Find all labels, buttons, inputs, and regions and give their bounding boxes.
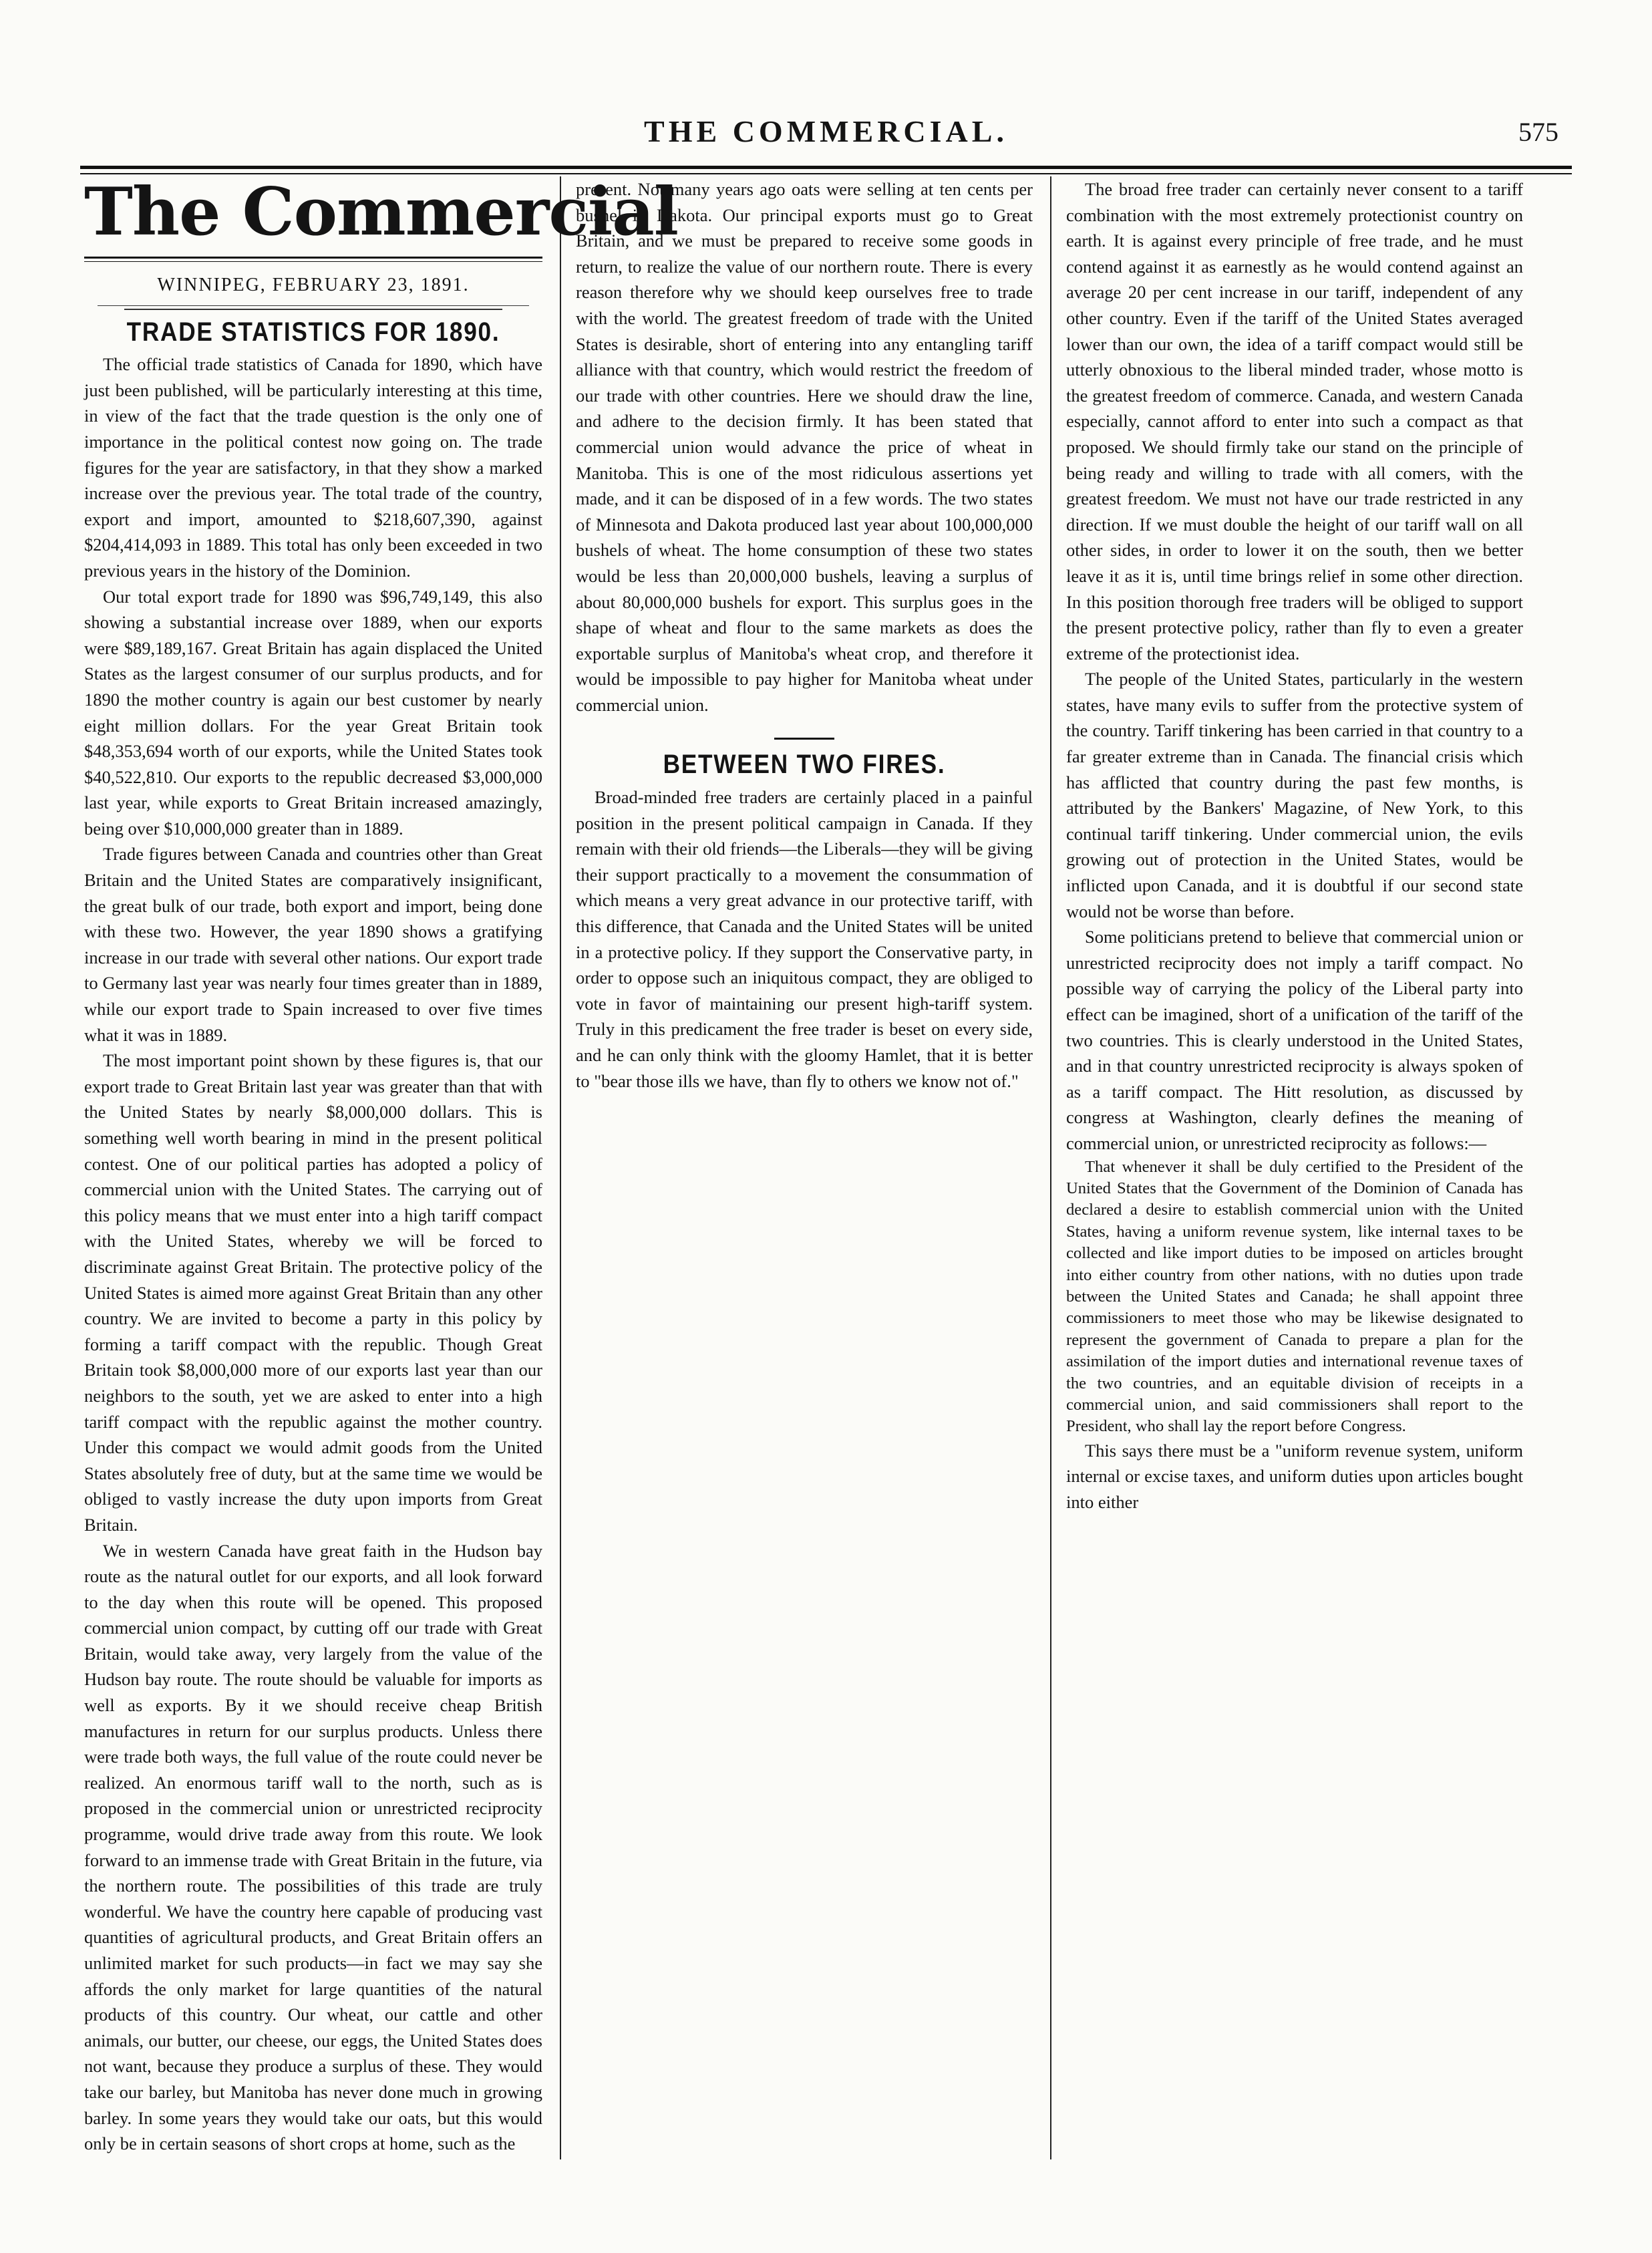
article-paragraph: The broad free trader can certainly never consent to a tariff combination with the most extremely protectionist country on earth. It is against every principle of free trade, and he must contend against it as earnestly as he would contend against an average 20 per cent increase in our tariff, independent of any other country. Even if the tariff of the United States averaged lower than our own, the idea of a tariff compact would still be utterly obnoxious to the liberal minded trader, whose motto is the greatest freedom of commerce. Canada, and western Canada especially, cannot afford to enter into such a compact as that proposed. We should firmly take our stand on the principle of being ready and willing to trade with all comers, with the greatest freedom. We must not have our trade restricted in any direction. If we must double the height of our tariff wall on all other sides, in order to lower it on the south, then we better leave it as it is, until time brings relief in some other direction. In this position thorough free traders will be obliged to support the present protective policy, rather than fly to even a greater extreme of the protectionist idea. bbox=[1066, 179, 1523, 663]
article-paragraph: This says there must be a "uniform revenue system, uniform internal or excise taxes, and uniform duties upon articles bought into either bbox=[1066, 1440, 1523, 1513]
column-2 bbox=[576, 176, 1033, 2159]
article-heading: TRADE STATISTICS FOR 1890. bbox=[126, 317, 500, 347]
article-paragraph-continued: present. Not many years ago oats were selling at ten cents per bushel in Dakota. Our principal exports must go to Great Britain, and we must be prepared to receive some goods in return, to realize the value of our northern route. There is every reason therefore why we should keep ourselves free to trade with the world. The greatest freedom of trade with the United States is desirable, short of entering into any entangling tariff alliance with that country, which would restrict the freedom of our trade with other countries. Here we should draw the line, and adhere to the decision firmly. It has been stated that commercial union would advance the price of wheat in Manitoba. This is one of the most ridiculous assertions yet made, and it can be disposed of in a few words. The two states of Minnesota and Dakota produced last year about 100,000,000 bushels of wheat. The home consumption of these two states would be less than 20,000,000 bushels, leaving a surplus of about 80,000,000 bushels for export. This surplus goes in the shape of wheat and flour to the same markets as does the exportable surplus of Manitoba's wheat crop, and therefore it would be impossible to pay higher for Manitoba wheat under commercial union. bbox=[576, 179, 1033, 715]
column-1 bbox=[84, 174, 679, 2159]
quoted-resolution: That whenever it shall be duly certified to the President of the United States that the Government of the Dominion of Canada has declared a desire to establish commercial union with the United States, having a uniform revenue system, like internal taxes to be collected and like import duties to be imposed on articles brought into either country from other nations, with no duties upon trade between the United States and Canada; he shall appoint three commissioners to meet those who may be likewise designated to represent the government of Canada to prepare a plan for the assimilation of the import duties and international revenue taxes of the two countries, and an equitable division of receipts in a commercial union, and said commissioners shall report to the President, who shall lay the report before Congress. bbox=[1066, 1157, 1523, 1436]
section-rule bbox=[774, 738, 834, 740]
masthead-title: THE COMMERCIAL. bbox=[644, 114, 1008, 148]
running-head bbox=[80, 114, 1572, 156]
dateline: WINNIPEG, FEBRUARY 23, 1891. bbox=[157, 275, 470, 295]
article-paragraph: Broad-minded free traders are certainly placed in a painful position in the present political campaign in Canada. If they remain with their old friends—the Liberals—they will be giving their support practically to a movement the consummation of which means a very great advance in our protective tariff, with this difference, that Canada and the United States will be united in a protective policy. If they support the Conservative party, in order to oppose such an iniquitous compact, they are obliged to vote in favor of maintaining our present high-tariff system. Truly in this predicament the free trader is beset on every side, and he can only think with the gloomy Hamlet, that it is better to "bear those ills we have, than fly to others we know not of." bbox=[576, 787, 1033, 1091]
article-paragraph: Our total export trade for 1890 was $96,749,149, this also showing a substantial increase over 1889, when our exports were $89,189,167. Great Britain has again displaced the United States as the largest consumer of our surplus products, and for 1890 the mother country is again our best customer by nearly eight million dollars. For the year Great Britain took $48,353,694 worth of our exports, while the United States took $40,522,810. Our exports to the republic decreased $3,000,000 last year, while exports to Great Britain increased amazingly, being over $10,000,000 greater than in 1889. bbox=[84, 586, 542, 839]
dateline-rule bbox=[124, 309, 502, 310]
article-paragraph: Some politicians pretend to believe that commercial union or unrestricted reciprocity does not imply a tariff compact. No possible way of carrying the policy of the Liberal party into effect can be imagined, short of a unification of the tariff of the two countries. This is clearly understood in the United States, and in that country unrestricted reciprocity is always spoken of as a tariff compact. The Hitt resolution, as discussed by congress at Washington, clearly defines the meaning of commercial union, or unrestricted reciprocity as follows:— bbox=[1066, 927, 1523, 1153]
article-paragraph: Trade figures between Canada and countries other than Great Britain and the United States are comparatively insignificant, the great bulk of our trade, both export and import, being done with these two. However, the year 1890 shows a gratifying increase in our trade with several other nations. Our export trade to Germany last year was nearly four times greater than in 1889, while our export trade to Spain increased to over five times what it was in 1889. bbox=[84, 844, 542, 1045]
page-number: 575 bbox=[1518, 117, 1558, 147]
column-divider bbox=[560, 176, 561, 2159]
dateline-rule bbox=[98, 305, 529, 306]
article-paragraph: The most important point shown by these figures is, that our export trade to Great Britain last year was greater than that with the United States by nearly $8,000,000 dollars. This is something well worth bearing in mind in the present political contest. One of our political parties has adopted a policy of commercial union with the United States. The carrying out of this policy means that we must enter into a high tariff compact with the United States, whereby we will be forced to discriminate against Great Britain. The protective policy of the United States is aimed more against Great Britain than any other country. We are invited to become a party in this policy by forming a tariff compact with the republic. Though Great Britain took $8,000,000 more of our exports last year than our neighbors to the south, yet we are asked to enter into a high tariff compact with the republic against the mother country. Under this compact we would admit goods from the United States absolutely free of duty, but at the same time we would be obliged to vastly increase the duty upon imports from Great Britain. bbox=[84, 1050, 542, 1535]
column-3 bbox=[1066, 176, 1523, 2159]
article-paragraph: The people of the United States, particularly in the western states, have many evils to suffer from the protective system of the country. Tariff tinkering has been carried in that country to a far greater extreme than in Canada. The financial crisis which has afflicted that country during the past few months, is attributed by the Bankers' Magazine, of New York, to this continual tariff tinkering. Under commercial union, the evils growing out of protection in the United States, would be inflicted upon Canada, and it is doubtful if our second state would not be worse than before. bbox=[1066, 669, 1523, 921]
column-divider bbox=[1050, 176, 1051, 2159]
article-paragraph: We in western Canada have great faith in the Hudson bay route as the natural outlet for our exports, and all look forward to the day when this route will be opened. This proposed commercial union compact, by cutting off our trade with Great Britain, would take away, very largely from the value of the Hudson bay route. The route should be valuable for imports as well as exports. By it we should receive cheap British manufactures in return for our surplus products. Unless there were trade both ways, the full value of the route could never be realized. An enormous tariff wall to the north, such as is proposed in the commercial union or unrestricted reciprocity programme, would drive trade away from this route. We look forward to an immense trade with Great Britain in the future, via the northern route. The possibilities of this trade are truly wonderful. We have the country here capable of producing vast quantities of agricultural products, and Great Britain offers an unlimited market for such products—in fact we may say she affords the only market for large quantities of the natural products of this country. Our wheat, our cattle and other animals, our butter, our cheese, our eggs, the United States does not want, because they produce a surplus of these. They would take our barley, but Manitoba has never done much in growing barley. In some years they would take our oats, but this would only be in certain seasons of short crops at home, such as the bbox=[84, 1540, 542, 2154]
article-heading: BETWEEN TWO FIRES. bbox=[663, 750, 946, 780]
article-paragraph: The official trade statistics of Canada for 1890, which have just been published, will be particularly interesting at this time, in view of the fact that the trade question is the only one of importance in the political contest now going on. The trade figures for the year are satisfactory, in that they show a marked increase over the previous year. The total trade of the country, export and import, amounted to $218,607,390, against $204,414,093 in 1889. This total has only been exceeded in two previous years in the history of the Dominion. bbox=[84, 354, 542, 581]
nameplate: The Commercial bbox=[84, 174, 679, 251]
nameplate-rule bbox=[84, 257, 542, 262]
